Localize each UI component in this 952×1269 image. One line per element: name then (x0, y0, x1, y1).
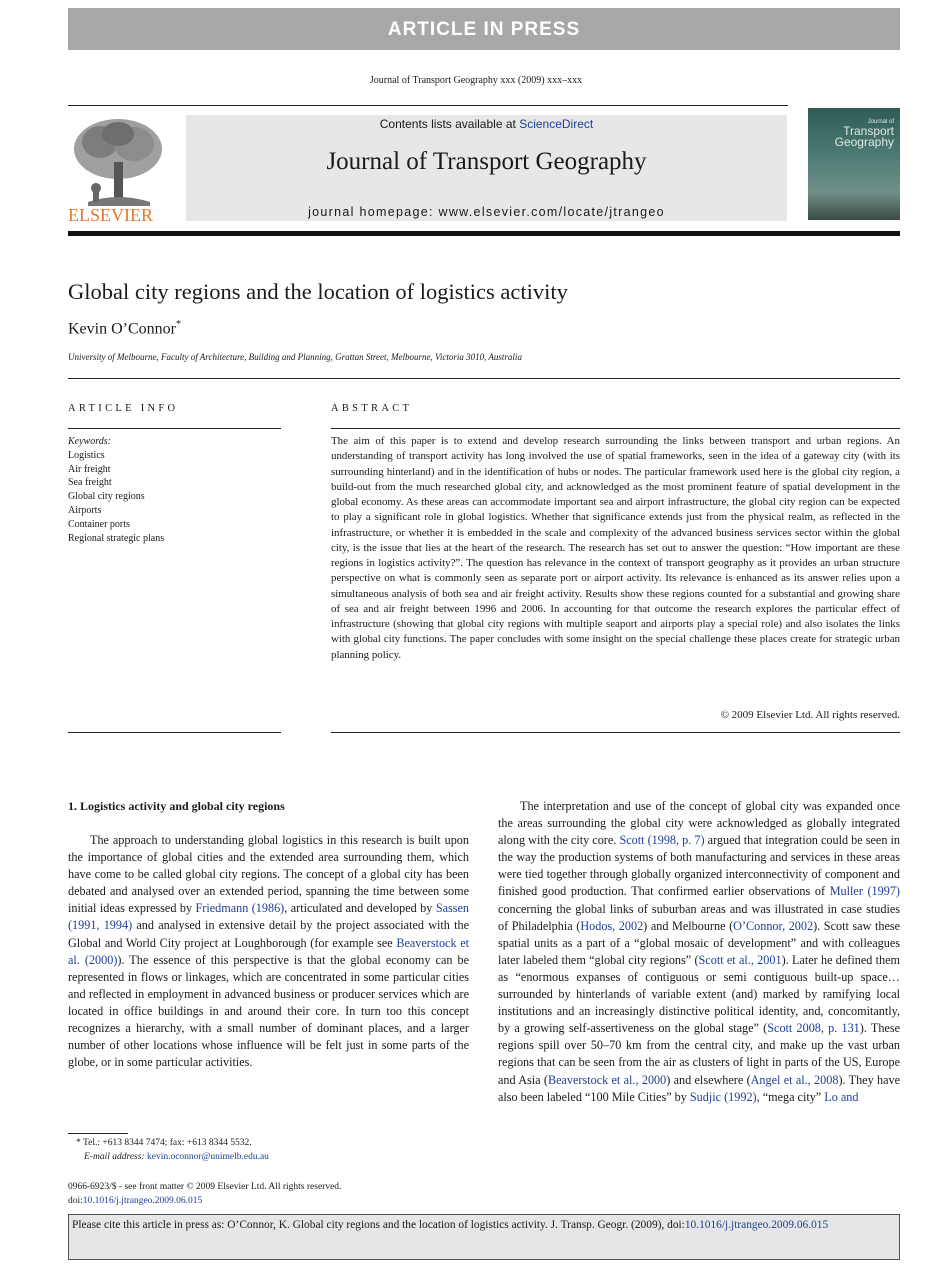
abstract-heading: ABSTRACT (331, 403, 413, 414)
reference-link[interactable]: Beaverstock et al. (2000) (68, 935, 470, 967)
article-title: Global city regions and the location of logistics activity (68, 279, 568, 304)
text-run: ). The essence of this perspective is that the global economy can be represented in flows or linkages, which are concentrated in some particular cities and reflected in employment in advanced business or producer services which are located in office buildings in and around their core. In turn too this concept recognizes a hierarchy, with a small number of dominant places, and a larger number of other locations whose influence will be felt just in some parts of the globe, or in some particular activities. (68, 952, 469, 1070)
footnote-phone: Tel.: +613 8344 7474; fax: +613 8344 5532. (82, 1138, 252, 1148)
header-rule (68, 105, 788, 106)
text-run: ). These regions spill over 50–70 km from the central city, and make up the vast urban regions that can be seen from the air as clusters of light in parts of the US, Europe and Asia ( (498, 1021, 900, 1087)
section-heading: 1. Logistics activity and global city regions (68, 799, 285, 813)
reference-link[interactable]: Scott et al., 2001 (698, 952, 782, 967)
text-run: ) and elsewhere ( (666, 1072, 751, 1087)
cover-line-1: Transport (843, 124, 894, 138)
reference-link[interactable]: Muller (1997) (829, 884, 900, 899)
keywords-list (68, 435, 164, 545)
cover-title (835, 118, 894, 148)
text-run: ) and Melbourne ( (643, 918, 734, 933)
doi-line (68, 1195, 341, 1209)
email-label: E-mail address: (84, 1151, 145, 1162)
contents-prefix: Contents lists available at (379, 117, 516, 131)
reference-link[interactable]: O’Connor, 2002 (733, 918, 814, 933)
rule (68, 732, 281, 733)
reference-link[interactable]: Scott 2008, p. 131 (767, 1021, 860, 1036)
keyword: Logistics (68, 449, 105, 461)
rule (68, 428, 281, 429)
contents-line (186, 117, 787, 131)
affiliation: University of Melbourne, Faculty of Architecture, Building and Planning, Grattan Street, Melbourne, Victoria 3010, Australia (68, 352, 522, 362)
body-column-left (68, 832, 469, 1071)
citation-text (72, 1217, 898, 1235)
text-run: The approach to understanding global logistics in this research is built upon the importance of global cities and the extended area surrounding them, which have come to be called global city regions. The concept of a global city has been debated and analysed over an extended period, spanning the time between some initial ideas expressed by (68, 833, 469, 916)
reference-link[interactable]: Angel et al., 2008 (750, 1072, 839, 1087)
footnote-rule (68, 1133, 128, 1134)
author-footnote-mark[interactable]: * (175, 319, 181, 330)
keyword: Container ports (68, 518, 130, 530)
front-matter-line: 0966-6923/$ - see front matter © 2009 Elsevier Ltd. All rights reserved. (68, 1182, 342, 1192)
reference-link[interactable]: Lo and (824, 1089, 859, 1104)
text-run: argued that integration could be seen in the way the production systems of both manufacturing and services in these areas were tied together through globally organized interconnectivity of component and finished good production. That confirmed earlier observations of (498, 833, 901, 899)
journal-homepage[interactable]: journal homepage: www.elsevier.com/locate/jtrangeo (308, 205, 665, 219)
author-name: Kevin O’Connor (68, 320, 176, 338)
author-line (68, 319, 181, 338)
keywords-label: Keywords: (68, 436, 111, 447)
footnote-contact (76, 1137, 269, 1151)
rule (68, 378, 900, 379)
journal-title: Journal of Transport Geography (326, 148, 647, 175)
reference-link[interactable]: Friedmann (1986) (195, 901, 285, 916)
text-run: ). They have also been labeled “100 Mile Cities” by (498, 1072, 901, 1104)
footnote-email-line (76, 1151, 269, 1165)
keyword: Regional strategic plans (68, 532, 165, 544)
rule (331, 428, 900, 429)
front-matter (68, 1181, 341, 1208)
keyword: Sea freight (68, 477, 112, 489)
citation-doi-link[interactable]: 10.1016/j.jtrangeo.2009.06.015 (684, 1219, 829, 1231)
text-run: concerning the global links of suburban areas and was illustrated in case studies of Philadelphia ( (498, 901, 900, 933)
article-info-heading: ARTICLE INFO (68, 403, 179, 414)
keyword: Airports (68, 504, 102, 516)
paragraph (68, 832, 469, 1071)
abstract-body: The aim of this paper is to extend and develop research surrounding the links between transport and urban regions. An understanding of transport activity has long involved the use of spatial frameworks, seen in the idea of a gateway city (with its surrounding hinterland) and in the identification of hubs or nodes. The particular framework used here is the global city region, a build-out from the much researched global city, and acknowledged as the most prominent feature of spatial development in the global economy. As these areas can accommodate important sea and airport infrastructure, the global city region can be expected to play a significant role in global logistics. Whether that significance extends just from the physical realm, as reflected in the infrastructure, or whether it is embedded in the scale and complexity of the advanced business services sector within the global city, is the issue that lies at the heart of the research. The research has set out to answer the question: “How important are these regions in logistics activity?”. The question has relevance in the context of transport geography as it provides an urban structure perspective on what is commonly seen as separate port or airport activity. Its relevance is enhanced as its answer relies upon a simultaneous analysis of both sea and air freight activity. Results show these regions counted for a substantial and growing share of sea and air freight between 1996 and 2006. In accounting for that outcome the research explores the particular effect of infrastructure (showing that global city regions with multiple seaport and airports play a special role) and also isolates the links with global city functions. The paper concludes with some insight on the special challenge these places create for strategic urban planning policy. (331, 435, 900, 661)
citation-body: Please cite this article in press as: O’Connor, K. Global city regions and the location of logistics activity. J. Transp. Geogr. (2009), doi: (72, 1219, 685, 1231)
keyword: Air freight (68, 463, 111, 475)
copyright-notice: © 2009 Elsevier Ltd. All rights reserved. (720, 709, 900, 721)
rule (331, 732, 900, 733)
reference-link[interactable]: Sudjic (1992) (689, 1089, 757, 1104)
text-run: ). Later he defined them as “enormous expanses of contiguous or semi contiguous built-up space… surrounded by hinterlands of variable extent (and) marked by ramifying local institutions and an increasingly distinctive political identity, and, concomitantly, by a growing self-assertiveness on the global stage” ( (498, 952, 901, 1036)
text-run: and analysed in extensive detail by the project associated with the Global and World City project at Loughborough (for example see (68, 918, 469, 950)
elsevier-wordmark: ELSEVIER (68, 205, 153, 225)
body-column-right (498, 798, 900, 1106)
cover-line-2: Geography (834, 135, 894, 149)
doi-label: doi: (68, 1195, 83, 1206)
cover-small-text: Journal of (867, 119, 894, 125)
text-run: , “mega city” (756, 1089, 825, 1104)
journal-cover-thumbnail (808, 108, 900, 220)
reference-link[interactable]: Scott (1998, p. 7) (619, 833, 705, 848)
reference-link[interactable]: Beaverstock et al., 2000 (547, 1072, 667, 1087)
reference-link[interactable]: Sassen (1991, 1994) (68, 901, 470, 933)
text-run: The interpretation and use of the concept of global city was expanded once the areas surrounding the global city were acknowledged as globally integrated along with the city core. (498, 799, 900, 848)
keyword: Global city regions (68, 491, 145, 503)
reference-link[interactable]: Hodos, 2002 (580, 918, 644, 933)
header-thick-rule (68, 231, 900, 236)
email-link[interactable]: kevin.oconnor@unimelb.edu.au (146, 1151, 269, 1162)
author-footnote (76, 1137, 269, 1164)
text-run: ). Scott saw these spatial units as a part of a “global mosaic of development” and with colleagues later labeled them “global city regions” ( (498, 918, 901, 967)
article-in-press-banner: ARTICLE IN PRESS (68, 8, 900, 50)
sciencedirect-link[interactable]: ScienceDirect (519, 117, 594, 131)
journal-citation-line: Journal of Transport Geography xxx (2009) xxx–xxx (369, 75, 583, 86)
text-run: , articulated and developed by (284, 901, 436, 916)
doi-link[interactable]: 10.1016/j.jtrangeo.2009.06.015 (82, 1195, 203, 1206)
footnote-mark: * (76, 1138, 81, 1148)
paragraph (498, 798, 900, 1106)
